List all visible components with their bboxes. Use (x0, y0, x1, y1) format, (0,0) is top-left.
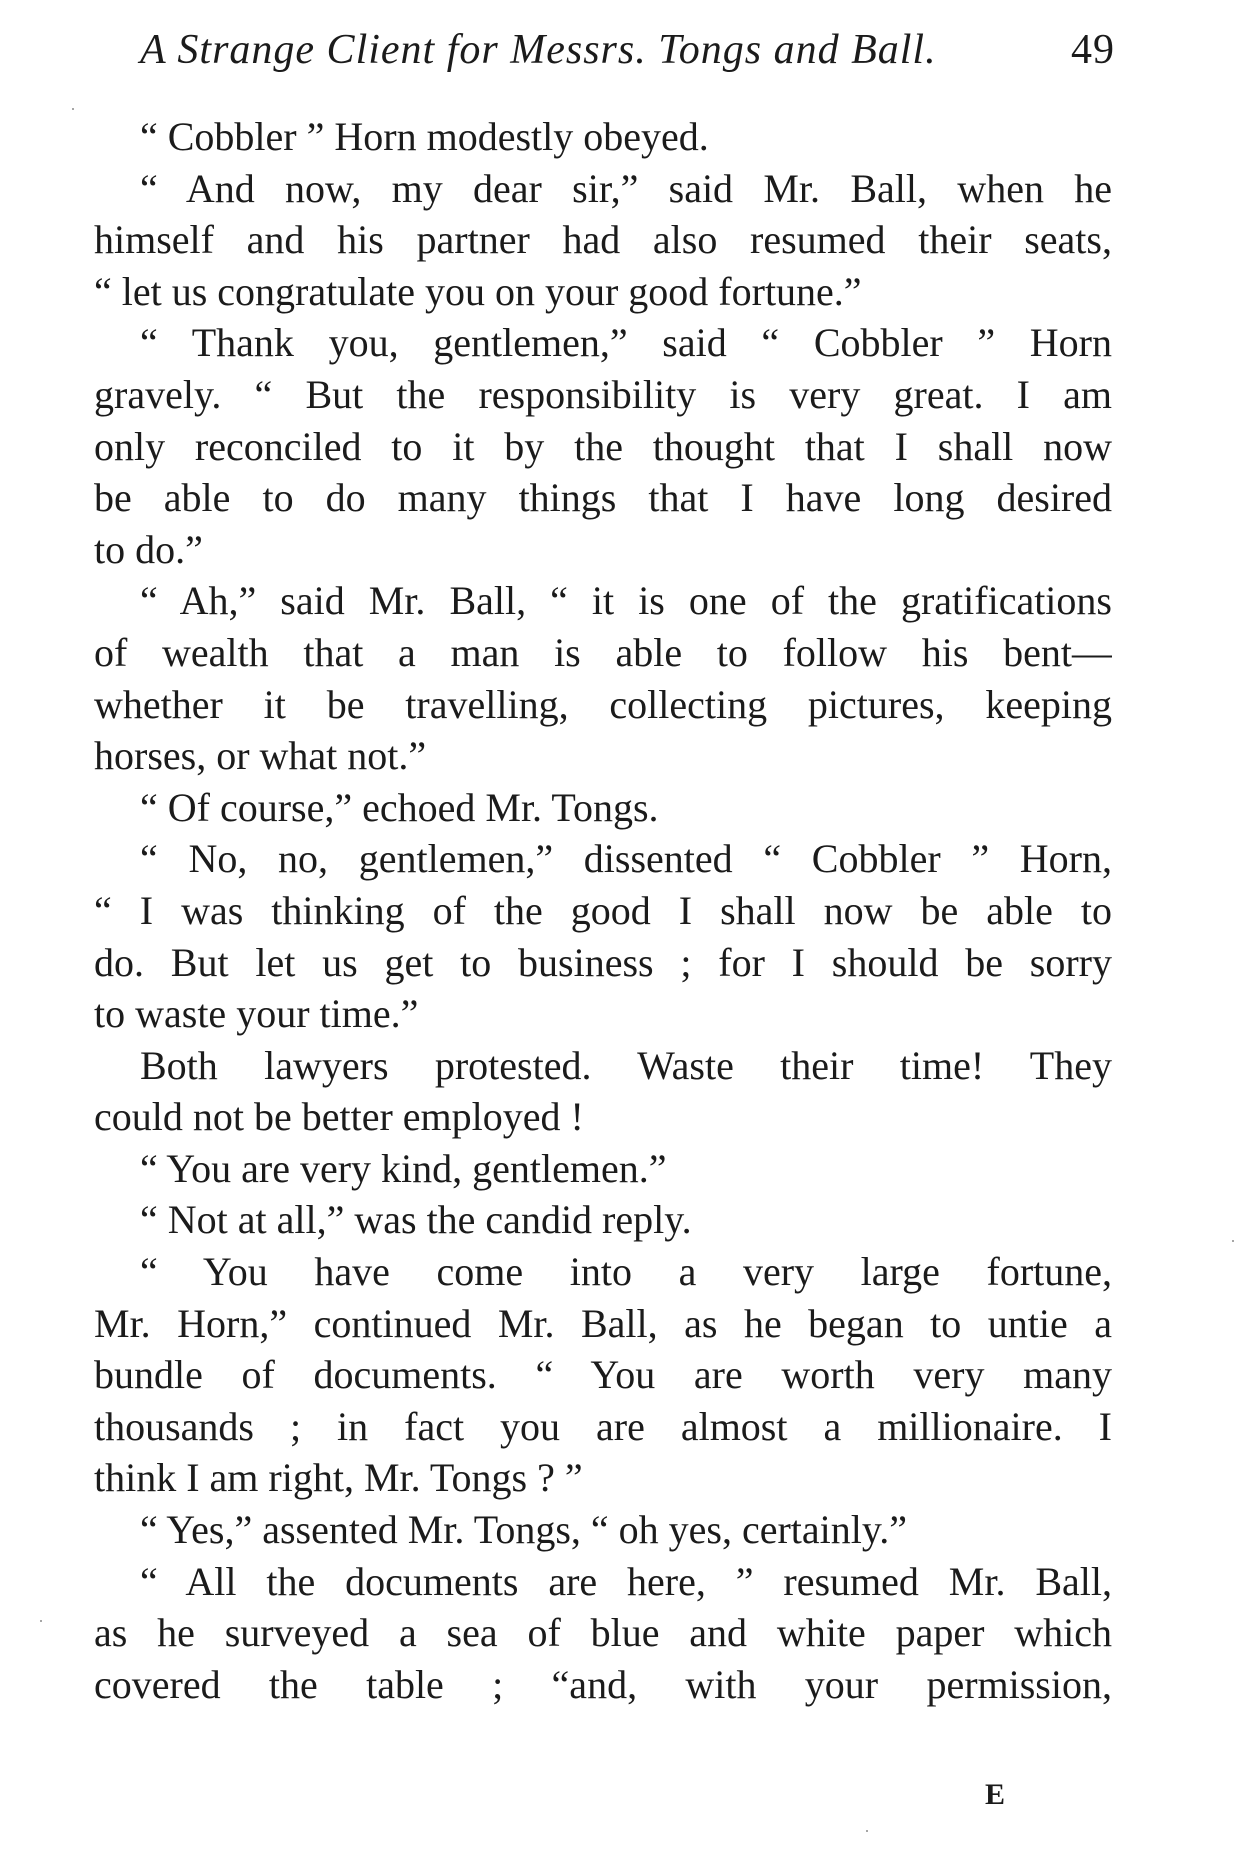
text-line: “ let us congratulate you on your good fortune.” (94, 268, 862, 314)
text-line: “ You have come into a very large fortune, (140, 1249, 1112, 1295)
text-line: “ Not at all,” was the candid reply. (140, 1197, 692, 1243)
text-line: to waste your time.” (94, 991, 419, 1037)
text-line: “ Yes,” assented Mr. Tongs, “ oh yes, certainly.” (140, 1507, 908, 1553)
text-line: “ And now, my dear sir,” said Mr. Ball, when he (140, 165, 1112, 211)
text-line: thousands ; in fact you are almost a millionaire. I (94, 1403, 1112, 1449)
page-number: 49 (1071, 27, 1115, 73)
text-line: “ You are very kind, gentlemen.” (140, 1145, 667, 1191)
paper-speck (40, 1620, 42, 1622)
text-line: “ No, no, gentlemen,” dissented “ Cobbler ” Horn, (140, 836, 1112, 882)
body-text (94, 111, 1112, 1710)
text-line: gravely. “ But the responsibility is very great. I am (94, 371, 1112, 417)
text-line: “ All the documents are here, ” resumed Mr. Ball, (140, 1558, 1112, 1604)
text-line: bundle of documents. “ You are worth very many (94, 1352, 1112, 1398)
text-line: “ I was thinking of the good I shall now be able to (94, 887, 1112, 933)
signature-mark: E (985, 1778, 1007, 1811)
text-line: “ Cobbler ” Horn modestly obeyed. (140, 114, 709, 159)
text-line: as he surveyed a sea of blue and white paper which (94, 1610, 1112, 1656)
text-line: covered the table ; “and, with your permission, (94, 1661, 1112, 1707)
text-line: be able to do many things that I have long desired (94, 475, 1112, 521)
text-line: could not be better employed ! (94, 1094, 584, 1140)
paper-speck (866, 1830, 868, 1832)
paper-speck (72, 108, 74, 110)
text-line: horses, or what not.” (94, 733, 427, 779)
text-line: to do.” (94, 526, 203, 572)
running-title: A Strange Client for Messrs. Tongs and Ball. (140, 27, 937, 73)
page-header (140, 20, 1115, 80)
text-line: Both lawyers protested. Waste their time! They (140, 1042, 1112, 1088)
text-line: “ Of course,” echoed Mr. Tongs. (140, 784, 659, 830)
paper-speck (1232, 1240, 1234, 1242)
text-line: only reconciled to it by the thought that I shall now (94, 423, 1112, 469)
text-line: “ Thank you, gentlemen,” said “ Cobbler ” Horn (140, 320, 1112, 366)
text-line: whether it be travelling, collecting pictures, keeping (94, 681, 1112, 727)
text-line: Mr. Horn,” continued Mr. Ball, as he began to untie a (94, 1300, 1112, 1346)
text-line: himself and his partner had also resumed their seats, (94, 217, 1112, 263)
text-line: think I am right, Mr. Tongs ? ” (94, 1455, 583, 1501)
text-line: do. But let us get to business ; for I should be sorry (94, 939, 1112, 985)
text-line: “ Ah,” said Mr. Ball, “ it is one of the gratifications (140, 578, 1112, 624)
text-line: of wealth that a man is able to follow his bent— (94, 629, 1112, 675)
